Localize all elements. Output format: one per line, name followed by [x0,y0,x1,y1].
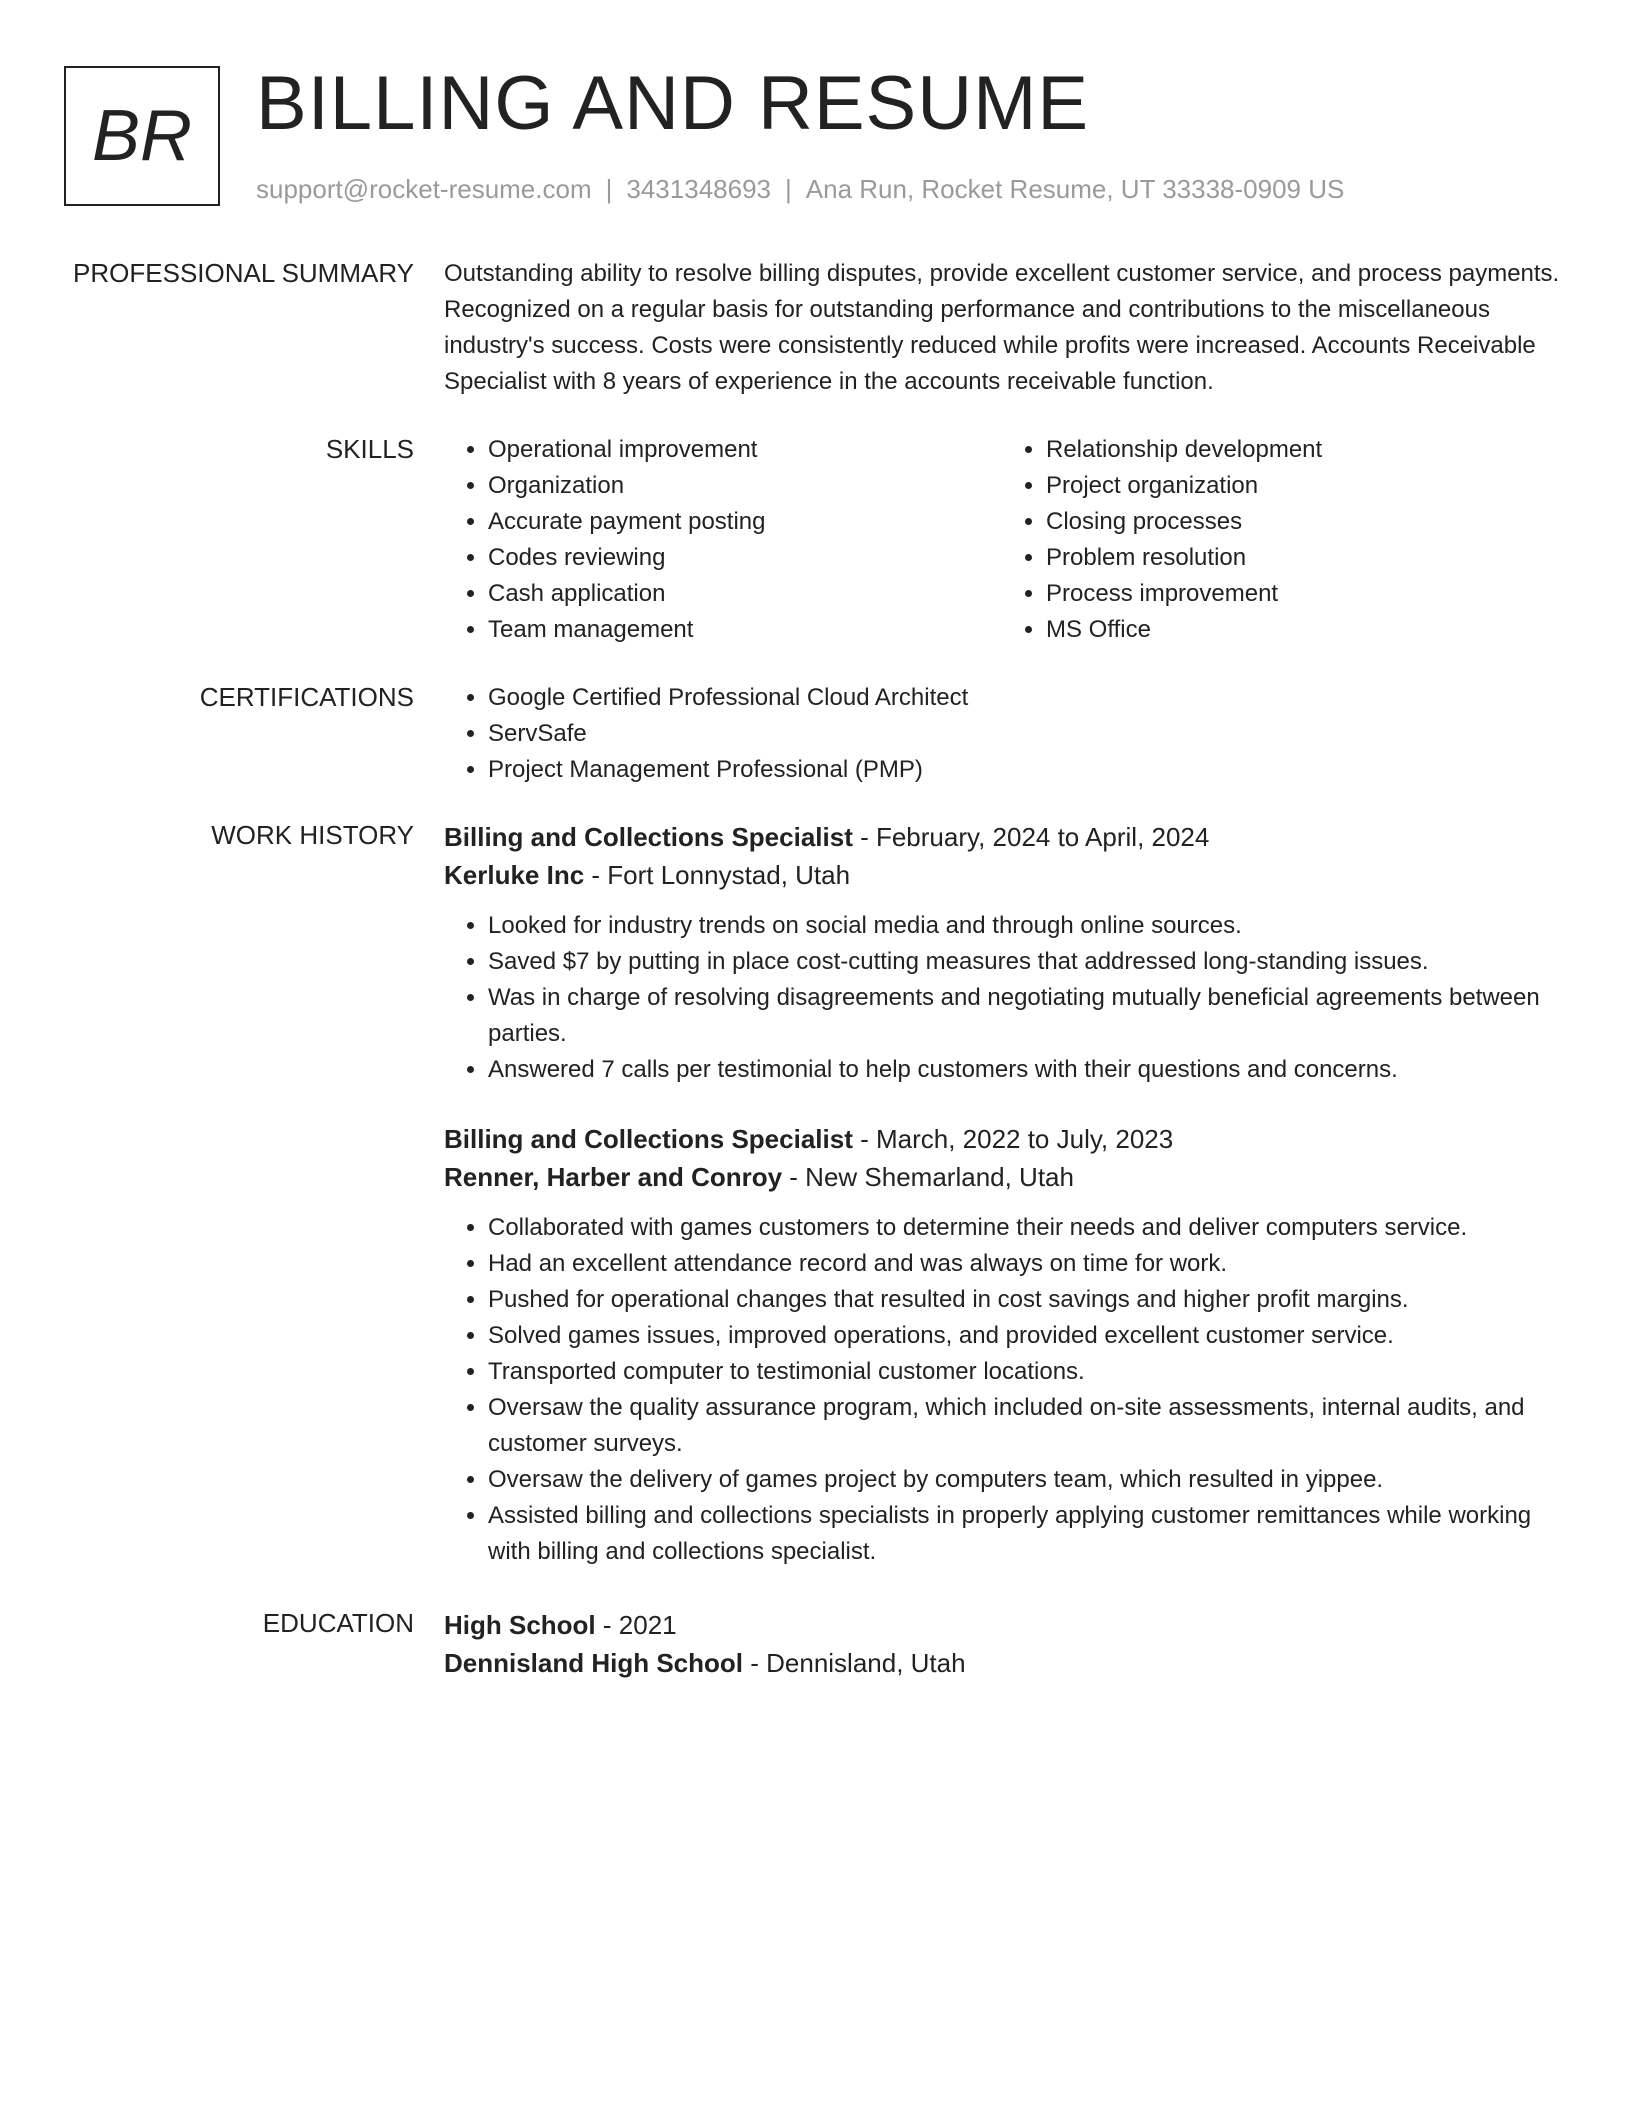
address: Ana Run, Rocket Resume, UT 33338-0909 US [805,174,1345,204]
list-item: • Codes reviewing [488,540,1002,576]
skills-list-right [1002,432,1560,648]
school-location: - Dennisland, Utah [743,1648,966,1678]
list-item: • Accurate payment posting [488,504,1002,540]
list-item: • MS Office [1046,612,1560,648]
list-item: • Organization [488,468,1002,504]
job-title-line [444,1120,1560,1158]
certifications-body [444,680,1560,788]
job-title-line [444,818,1560,856]
list-item: • Relationship development [1046,432,1560,468]
list-item: • Solved games issues, improved operations, and provided excellent customer service. [488,1318,1560,1354]
summary-text: Outstanding ability to resolve billing disputes, provide excellent customer service, and process payments. Recognized on a regular basis for outstanding performance and contributions to the miscellaneous industry's success. Costs were consistently reduced while profits were increased. Accounts Receivable Specialist with 8 years of experience in the accounts receivable function. [444,260,1560,395]
list-item: • Closing processes [1046,504,1560,540]
list-item: • Project Management Professional (PMP) [488,752,1560,788]
summary-body [444,256,1560,400]
graduation-year: - 2021 [595,1610,677,1640]
section-label-certifications: CERTIFICATIONS [199,682,414,712]
resume-header [64,61,1564,216]
list-item: • Collaborated with games customers to determine their needs and deliver computers service. [488,1210,1560,1246]
section-label-work-history: WORK HISTORY [211,820,414,850]
list-item: • ServSafe [488,716,1560,752]
job-title: Billing and Collections Specialist [444,1124,853,1154]
list-item: • Assisted billing and collections specialists in properly applying customer remittances while working with billing and collections specialist. [488,1498,1560,1570]
skills-body [444,432,1560,648]
education-body [444,1606,1560,1682]
list-item: • Google Certified Professional Cloud Architect [488,680,1560,716]
section-label-summary: PROFESSIONAL SUMMARY [73,258,414,288]
job-dates: - February, 2024 to April, 2024 [852,822,1210,852]
job-dates: - March, 2022 to July, 2023 [852,1124,1174,1154]
job-entry [444,818,1560,1088]
section-label-skills: SKILLS [325,434,414,464]
list-item: • Oversaw the quality assurance program, which included on-site assessments, internal audits, and customer surveys. [488,1390,1560,1462]
list-item: • Process improvement [1046,576,1560,612]
list-item: • Operational improvement [488,432,1002,468]
list-item: • Oversaw the delivery of games project by computers team, which resulted in yippee. [488,1462,1560,1498]
company-location: - Fort Lonnystad, Utah [584,860,851,890]
phone: 3431348693 [626,174,771,204]
company-name: Kerluke Inc [444,860,585,890]
separator: | [605,174,613,204]
list-item: • Looked for industry trends on social media and through online sources. [488,908,1560,944]
degree-line [444,1606,1560,1644]
candidate-name: BILLING AND RESUME [256,61,1090,146]
list-item: • Had an excellent attendance record and was always on time for work. [488,1246,1560,1282]
job-title: Billing and Collections Specialist [444,822,853,852]
list-item: • Cash application [488,576,1002,612]
list-item: • Team management [488,612,1002,648]
company-location: - New Shemarland, Utah [782,1162,1074,1192]
section-label-education: EDUCATION [262,1608,414,1638]
list-item: • Pushed for operational changes that resulted in cost savings and higher profit margins. [488,1282,1560,1318]
list-item: • Problem resolution [1046,540,1560,576]
company-line [444,856,1560,894]
separator: | [785,174,792,204]
company-line [444,1158,1560,1196]
job-bullets [444,908,1560,1088]
degree: High School [444,1610,596,1640]
contact-line [256,174,1344,205]
job-entry [444,1120,1560,1570]
email: support@rocket-resume.com [256,174,592,204]
list-item: • Saved $7 by putting in place cost-cutting measures that addressed long-standing issues. [488,944,1560,980]
work-history-body [444,818,1560,1570]
school-line [444,1644,1560,1682]
list-item: • Transported computer to testimonial customer locations. [488,1354,1560,1390]
certifications-list [444,680,1560,788]
list-item: • Answered 7 calls per testimonial to help customers with their questions and concerns. [488,1052,1560,1088]
skills-list-left [444,432,1002,648]
initials-monogram: BR [64,66,220,206]
list-item: • Was in charge of resolving disagreements and negotiating mutually beneficial agreements between parties. [488,980,1560,1052]
school-name: Dennisland High School [444,1648,744,1678]
list-item: • Project organization [1046,468,1560,504]
job-bullets [444,1210,1560,1570]
company-name: Renner, Harber and Conroy [444,1162,783,1192]
